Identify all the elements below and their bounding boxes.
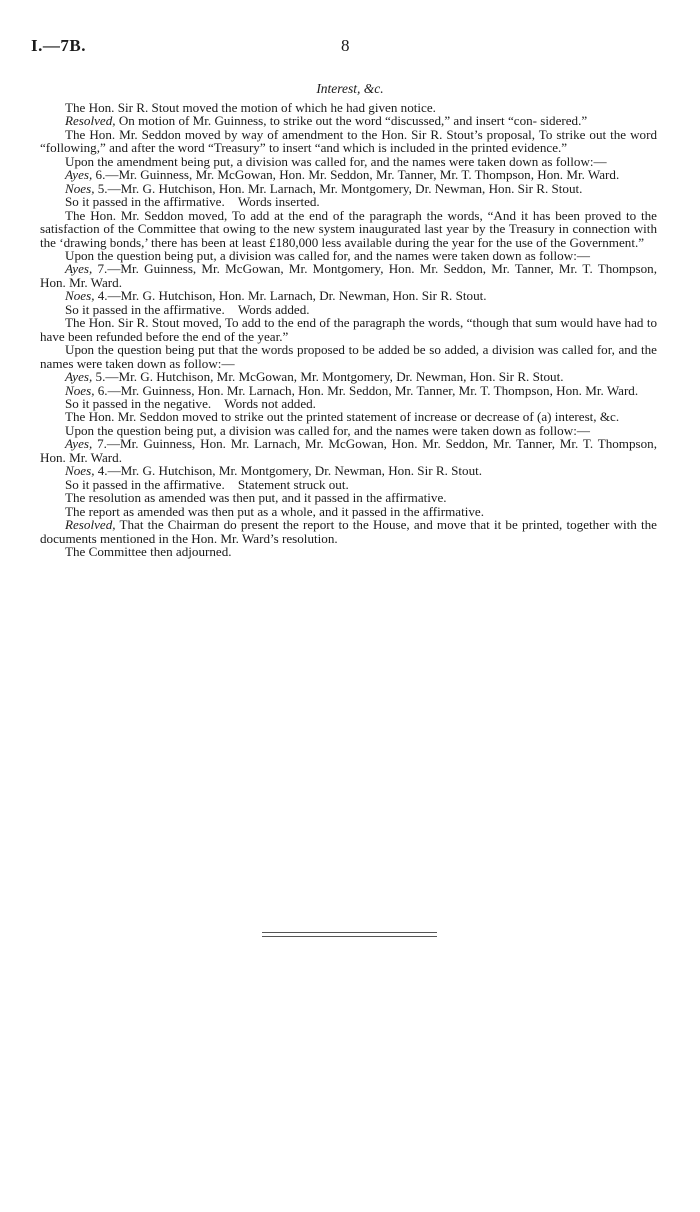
paragraph-text: 4.—Mr. G. Hutchison, Hon. Mr. Larnach, Dr. Newman, Hon. Sir R. Stout. xyxy=(94,288,487,304)
paragraph xyxy=(40,410,657,423)
paragraph-text: So it passed in the affirmative. Words inserted. xyxy=(65,194,320,210)
paragraph-text: 6.—Mr. Guinness, Hon. Mr. Larnach, Hon. Mr. Seddon, Mr. Tanner, Mr. T. Thompson, Hon. Mr. Ward. xyxy=(94,382,639,398)
paragraph xyxy=(40,478,657,491)
paragraph xyxy=(40,505,657,518)
paragraph-text: 5.—Mr. G. Hutchison, Hon. Mr. Larnach, Mr. Montgomery, Dr. Newman, Hon. Sir R. Stout. xyxy=(94,180,583,196)
paragraph-text: The resolution as amended was then put, and it passed in the affirmative. xyxy=(65,490,447,506)
paragraph xyxy=(40,168,657,181)
paragraph-text: The Committee then adjourned. xyxy=(65,543,232,559)
paragraph xyxy=(40,424,657,437)
paragraph xyxy=(40,343,657,370)
paragraph xyxy=(40,491,657,504)
paragraph-lead: Ayes, xyxy=(65,369,93,385)
paragraph xyxy=(40,128,657,155)
paragraph xyxy=(40,249,657,262)
paragraph-text: So it passed in the affirmative. Statement struck out. xyxy=(65,476,349,492)
paragraph xyxy=(40,303,657,316)
paragraph-text: Upon the question being put that the words proposed to be added be so added, a division was called for, and the names were taken down as follow:— xyxy=(40,342,657,371)
paragraph-lead: Ayes, xyxy=(65,261,93,277)
paragraph xyxy=(40,384,657,397)
paragraph xyxy=(40,518,657,545)
paragraph-text: Upon the amendment being put, a division was called for, and the names were taken down as follow:— xyxy=(65,153,607,169)
paragraph-lead: Resolved, xyxy=(65,517,116,533)
paragraph xyxy=(40,262,657,289)
paragraph-text: The Hon. Sir R. Stout moved the motion of which he had given notice. xyxy=(65,100,436,115)
paragraph-lead: Resolved, xyxy=(65,113,116,129)
paragraph-text: That the Chairman do present the report to the House, and move that it be printed, together with the documents mentioned in the Hon. Mr. Ward’s resolution. xyxy=(40,517,657,546)
paragraph-text: The Hon. Mr. Seddon moved, To add at the end of the paragraph the words, “And it has been proved to the satisfaction of the Committee that owing to the new system inaugurated last year by the Treasury in connection with the ‘drawing bonds,’ there has been at least £180,000 less available during the year for the use of the Government.” xyxy=(40,207,657,250)
closing-rule-top xyxy=(262,932,437,933)
paragraph xyxy=(40,370,657,383)
minutes-body xyxy=(40,101,657,558)
paragraph xyxy=(40,195,657,208)
paragraph xyxy=(40,209,657,249)
paragraph-lead: Noes, xyxy=(65,382,95,398)
paragraph xyxy=(40,437,657,464)
paragraph-text: So it passed in the negative. Words not added. xyxy=(65,395,316,411)
paragraph xyxy=(40,289,657,302)
paragraph xyxy=(40,155,657,168)
paragraph-lead: Ayes, xyxy=(65,167,93,183)
paragraph-text: 5.—Mr. G. Hutchison, Mr. McGowan, Mr. Montgomery, Dr. Newman, Hon. Sir R. Stout. xyxy=(92,369,564,385)
page-number: 8 xyxy=(341,36,350,55)
page-header-code: I.—7B. xyxy=(31,36,86,55)
paragraph-lead: Noes, xyxy=(65,463,95,479)
paragraph-text: The report as amended was then put as a whole, and it passed in the affirmative. xyxy=(65,503,484,519)
paragraph xyxy=(40,316,657,343)
paragraph xyxy=(40,545,657,558)
paragraph xyxy=(40,101,657,114)
paragraph-text: Upon the question being put, a division was called for, and the names were taken down as follow:— xyxy=(65,247,590,263)
paragraph-lead: Noes, xyxy=(65,288,95,304)
paragraph-lead: Ayes, xyxy=(65,436,93,452)
paragraph-text: The Hon. Sir R. Stout moved, To add to the end of the paragraph the words, “though that sum would have had to have been refunded before the end of the year.” xyxy=(40,315,657,344)
paragraph-text: 7.—Mr. Guinness, Mr. McGowan, Mr. Montgomery, Hon. Mr. Seddon, Mr. Tanner, Mr. T. Thompson, Hon. Mr. Ward. xyxy=(40,261,657,290)
paragraph xyxy=(40,182,657,195)
paragraph-text: Upon the question being put, a division was called for, and the names were taken down as follow:— xyxy=(65,422,590,438)
paragraph-text: 7.—Mr. Guinness, Hon. Mr. Larnach, Mr. McGowan, Hon. Mr. Seddon, Mr. Tanner, Mr. T. Thompson, Hon. Mr. Ward. xyxy=(40,436,657,465)
paragraph-lead: Noes, xyxy=(65,180,95,196)
paragraph-text: On motion of Mr. Guinness, to strike out the word “discussed,” and insert “con- sidered.” xyxy=(115,113,588,129)
paragraph-text: So it passed in the affirmative. Words added. xyxy=(65,301,310,317)
paragraph xyxy=(40,464,657,477)
paragraph xyxy=(40,114,657,127)
paragraph-text: The Hon. Mr. Seddon moved by way of amendment to the Hon. Sir R. Stout’s proposal, To strike out the word “following,” and after the word “Treasury” to insert “and which is included in the printed evidence.” xyxy=(40,126,657,156)
paragraph-text: 4.—Mr. G. Hutchison, Mr. Montgomery, Dr. Newman, Hon. Sir R. Stout. xyxy=(94,463,483,479)
paragraph xyxy=(40,397,657,410)
closing-rule-bottom xyxy=(262,936,437,937)
paragraph-text: The Hon. Mr. Seddon moved to strike out the printed statement of increase or decrease of (a) interest, &c. xyxy=(65,409,620,425)
paragraph-text: 6.—Mr. Guinness, Mr. McGowan, Hon. Mr. Seddon, Mr. Tanner, Mr. T. Thompson, Hon. Mr. Ward. xyxy=(92,167,620,183)
section-title: Interest, &c. xyxy=(316,81,384,96)
